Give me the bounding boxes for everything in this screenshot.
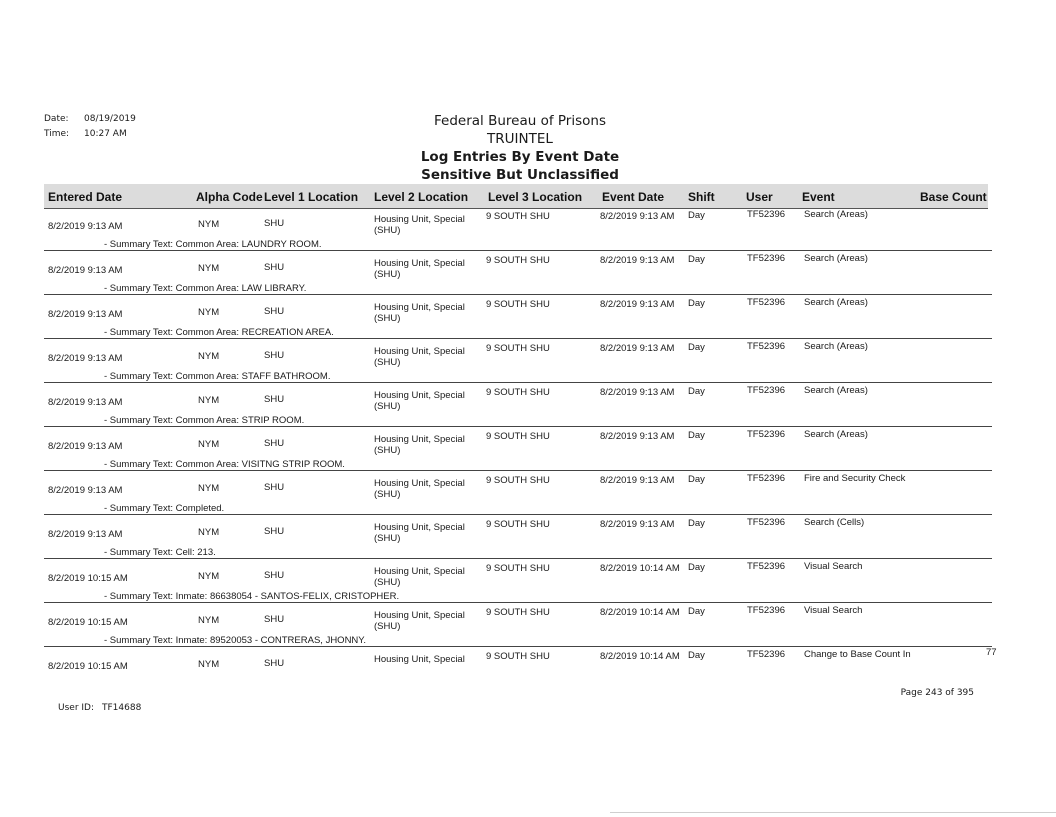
alpha-code: NYM	[198, 659, 220, 670]
title-report: Log Entries By Event Date	[420, 149, 620, 165]
level3-location: 9 SOUTH SHU	[486, 299, 550, 310]
log-entries	[0, 209, 1056, 693]
event: Search (Areas)	[804, 341, 868, 352]
entered-date: 8/2/2019 9:13 AM	[48, 265, 123, 276]
entered-date: 8/2/2019 10:15 AM	[48, 573, 128, 584]
title-classification: Sensitive But Unclassified	[421, 167, 619, 183]
row-divider	[44, 426, 992, 427]
event-date: 8/2/2019 10:14 AM	[600, 651, 680, 662]
event-date: 8/2/2019 9:13 AM	[600, 519, 675, 530]
col-level1: Level 1 Location	[264, 190, 359, 204]
entered-date: 8/2/2019 9:13 AM	[48, 353, 123, 364]
date-value: 08/19/2019	[84, 114, 136, 124]
col-base-count: Base Count	[920, 190, 987, 204]
log-entry	[0, 605, 1056, 649]
user: TF52396	[747, 341, 786, 352]
row-divider	[44, 602, 992, 603]
level3-location: 9 SOUTH SHU	[486, 607, 550, 618]
row-divider	[44, 646, 992, 647]
event-date: 8/2/2019 9:13 AM	[600, 299, 675, 310]
level3-location: 9 SOUTH SHU	[486, 563, 550, 574]
shift: Day	[688, 386, 705, 397]
title-agency: Federal Bureau of Prisons	[434, 113, 606, 129]
level2-location: Housing Unit, Special (SHU)	[374, 214, 465, 236]
level2-location: Housing Unit, Special (SHU)	[374, 390, 465, 412]
entered-date: 8/2/2019 9:13 AM	[48, 441, 123, 452]
col-shift: Shift	[688, 190, 715, 204]
shift: Day	[688, 254, 705, 265]
entered-date: 8/2/2019 9:13 AM	[48, 309, 123, 320]
user: TF52396	[747, 517, 786, 528]
col-alpha-code: Alpha Code	[196, 190, 263, 204]
summary-text: - Summary Text: Common Area: STRIP ROOM.	[104, 415, 305, 426]
entered-date: 8/2/2019 9:13 AM	[48, 397, 123, 408]
column-header-bar	[44, 184, 988, 209]
event: Search (Areas)	[804, 209, 868, 220]
alpha-code: NYM	[198, 351, 220, 362]
user: TF52396	[747, 649, 786, 660]
event: Visual Search	[804, 605, 863, 616]
entered-date: 8/2/2019 10:15 AM	[48, 617, 128, 628]
user: TF52396	[747, 297, 786, 308]
event-date: 8/2/2019 9:13 AM	[600, 387, 675, 398]
time-value: 10:27 AM	[84, 129, 127, 139]
shift: Day	[688, 650, 705, 661]
event-date: 8/2/2019 9:13 AM	[600, 255, 675, 266]
shift: Day	[688, 298, 705, 309]
level3-location: 9 SOUTH SHU	[486, 343, 550, 354]
level3-location: 9 SOUTH SHU	[486, 211, 550, 222]
level3-location: 9 SOUTH SHU	[486, 651, 550, 662]
log-entry	[0, 297, 1056, 341]
alpha-code: NYM	[198, 571, 220, 582]
level1-location: SHU	[264, 438, 285, 449]
alpha-code: NYM	[198, 527, 220, 538]
user: TF52396	[747, 605, 786, 616]
col-level2: Level 2 Location	[374, 190, 469, 204]
base-count: 77	[986, 647, 997, 658]
level1-location: SHU	[264, 306, 285, 317]
level1-location: SHU	[264, 262, 285, 273]
alpha-code: NYM	[198, 219, 220, 230]
log-entry	[0, 209, 1056, 253]
level2-location: Housing Unit, Special (SHU)	[374, 566, 465, 588]
shift: Day	[688, 342, 705, 353]
alpha-code: NYM	[198, 307, 220, 318]
summary-text: - Summary Text: Common Area: LAUNDRY ROOM.	[104, 239, 322, 250]
summary-text: - Summary Text: Common Area: VISITNG STRIP ROOM.	[104, 459, 345, 470]
event-date: 8/2/2019 9:13 AM	[600, 343, 675, 354]
event: Visual Search	[804, 561, 863, 572]
alpha-code: NYM	[198, 615, 220, 626]
event: Search (Areas)	[804, 297, 868, 308]
log-entry	[0, 341, 1056, 385]
row-divider	[44, 470, 992, 471]
event: Search (Areas)	[804, 429, 868, 440]
entered-date: 8/2/2019 9:13 AM	[48, 221, 123, 232]
row-divider	[44, 250, 992, 251]
summary-text: - Summary Text: Common Area: STAFF BATHROOM.	[104, 371, 331, 382]
alpha-code: NYM	[198, 395, 220, 406]
level3-location: 9 SOUTH SHU	[486, 255, 550, 266]
level2-location: Housing Unit, Special (SHU)	[374, 302, 465, 324]
level2-location: Housing Unit, Special (SHU)	[374, 478, 465, 500]
alpha-code: NYM	[198, 439, 220, 450]
log-entry	[0, 517, 1056, 561]
shift: Day	[688, 474, 705, 485]
user: TF52396	[747, 209, 786, 220]
user: TF52396	[747, 561, 786, 572]
summary-text: - Summary Text: Cell: 213.	[104, 547, 216, 558]
row-divider	[44, 294, 992, 295]
event: Change to Base Count In	[804, 649, 911, 660]
title-system: TRUINTEL	[487, 131, 553, 147]
level3-location: 9 SOUTH SHU	[486, 475, 550, 486]
report-meta	[44, 112, 136, 142]
level3-location: 9 SOUTH SHU	[486, 431, 550, 442]
log-entry	[0, 649, 1056, 693]
event-date: 8/2/2019 9:13 AM	[600, 211, 675, 222]
user: TF52396	[747, 385, 786, 396]
user: TF52396	[747, 253, 786, 264]
summary-text: - Summary Text: Common Area: RECREATION AREA.	[104, 327, 334, 338]
user-id-value: TF14688	[102, 703, 142, 713]
level2-location: Housing Unit, Special (SHU)	[374, 434, 465, 456]
level2-location: Housing Unit, Special (SHU)	[374, 258, 465, 280]
level2-location: Housing Unit, Special (SHU)	[374, 346, 465, 368]
row-divider	[44, 338, 992, 339]
entered-date: 8/2/2019 9:13 AM	[48, 485, 123, 496]
level3-location: 9 SOUTH SHU	[486, 387, 550, 398]
event-date: 8/2/2019 9:13 AM	[600, 431, 675, 442]
shift: Day	[688, 562, 705, 573]
shift: Day	[688, 518, 705, 529]
level2-location: Housing Unit, Special (SHU)	[374, 522, 465, 544]
log-entry	[0, 385, 1056, 429]
log-entry	[0, 473, 1056, 517]
col-user: User	[746, 190, 773, 204]
col-event: Event	[802, 190, 835, 204]
footer-user-id	[58, 703, 141, 713]
col-event-date: Event Date	[602, 190, 665, 204]
level2-location: Housing Unit, Special (SHU)	[374, 610, 465, 632]
event: Fire and Security Check	[804, 473, 906, 484]
user-id-label: User ID:	[58, 703, 94, 713]
row-divider	[44, 382, 992, 383]
level1-location: SHU	[264, 614, 285, 625]
row-divider	[44, 558, 992, 559]
level1-location: SHU	[264, 658, 285, 669]
col-level3: Level 3 Location	[488, 190, 583, 204]
alpha-code: NYM	[198, 483, 220, 494]
alpha-code: NYM	[198, 263, 220, 274]
entered-date: 8/2/2019 9:13 AM	[48, 529, 123, 540]
level1-location: SHU	[264, 394, 285, 405]
scan-edge-line	[610, 812, 1056, 813]
summary-text: - Summary Text: Completed.	[104, 503, 225, 514]
entered-date: 8/2/2019 10:15 AM	[48, 661, 128, 672]
col-entered-date: Entered Date	[48, 190, 123, 204]
shift: Day	[688, 430, 705, 441]
log-entry	[0, 429, 1056, 473]
level1-location: SHU	[264, 350, 285, 361]
event-date: 8/2/2019 9:13 AM	[600, 475, 675, 486]
level1-location: SHU	[264, 218, 285, 229]
user: TF52396	[747, 473, 786, 484]
page-number: Page 243 of 395	[900, 688, 974, 698]
time-label: Time:	[44, 129, 70, 139]
level2-location: Housing Unit, Special	[374, 654, 465, 665]
event: Search (Areas)	[804, 385, 868, 396]
summary-text: - Summary Text: Inmate: 89520053 - CONTRERAS, JHONNY.	[104, 635, 367, 646]
event: Search (Cells)	[804, 517, 865, 528]
shift: Day	[688, 210, 705, 221]
log-entry	[0, 253, 1056, 297]
row-divider	[44, 514, 992, 515]
level1-location: SHU	[264, 482, 285, 493]
level3-location: 9 SOUTH SHU	[486, 519, 550, 530]
report-title	[400, 112, 640, 184]
event-date: 8/2/2019 10:14 AM	[600, 607, 680, 618]
date-label: Date:	[44, 114, 69, 124]
log-entry	[0, 561, 1056, 605]
shift: Day	[688, 606, 705, 617]
summary-text: - Summary Text: Common Area: LAW LIBRARY.	[104, 283, 307, 294]
level1-location: SHU	[264, 526, 285, 537]
user: TF52396	[747, 429, 786, 440]
event-date: 8/2/2019 10:14 AM	[600, 563, 680, 574]
summary-text: - Summary Text: Inmate: 86638054 - SANTOS-FELIX, CRISTOPHER.	[104, 591, 400, 602]
event: Search (Areas)	[804, 253, 868, 264]
level1-location: SHU	[264, 570, 285, 581]
